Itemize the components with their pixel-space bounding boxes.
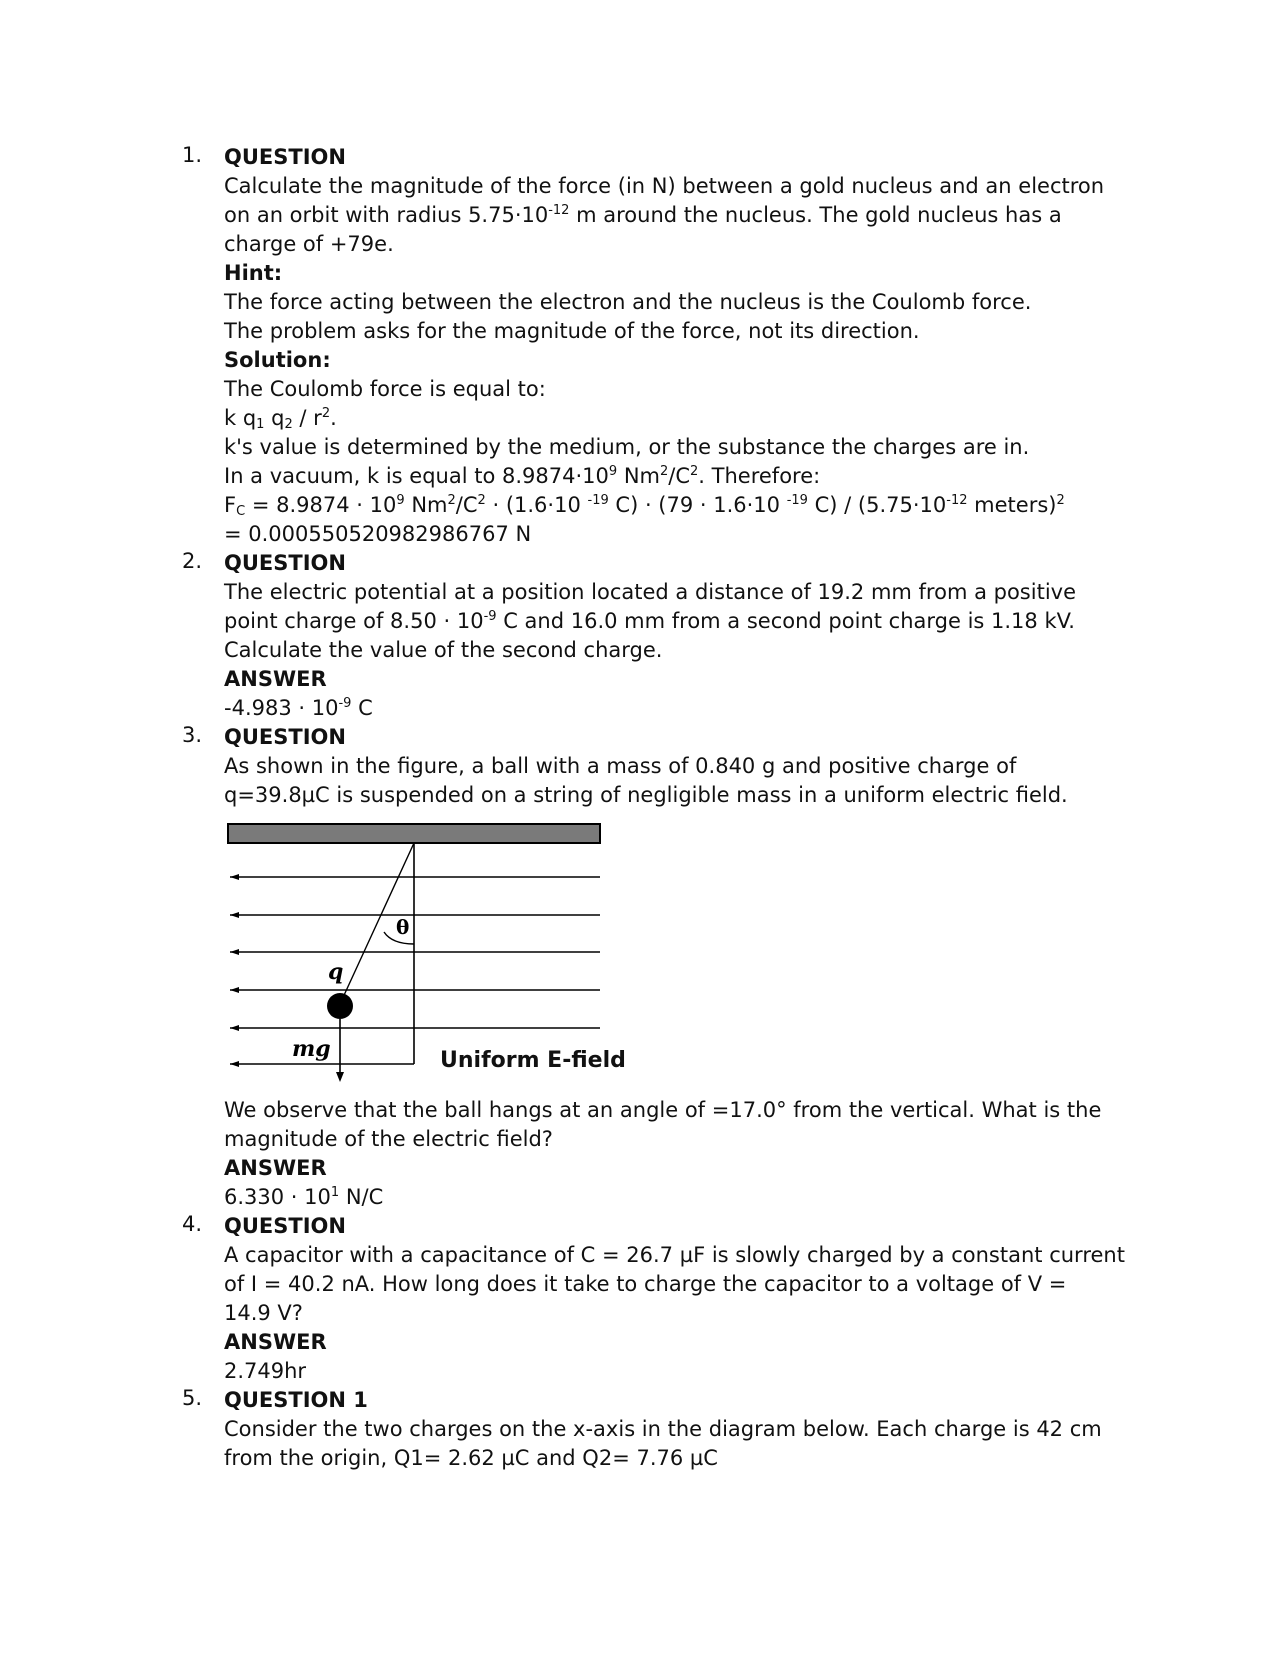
field-arrowheads: [230, 874, 239, 1067]
coulomb-formula: k $q_1$ $q_2 / r^2$.: [224, 406, 337, 432]
question-text: Calculate the value of the second charge.: [224, 638, 663, 662]
solution-text: The Coulomb force is equal to:: [224, 377, 546, 401]
question-1: [182, 143, 1142, 549]
solution-result: = 0.000550520982986767 N: [224, 522, 532, 546]
theta-label: θ: [396, 915, 410, 939]
question-text: from the origin, Q1= 2.62 µC and Q2= 7.76 µC: [224, 1446, 718, 1470]
question-2: [182, 549, 1142, 723]
hint-text: The problem asks for the magnitude of the force, not its direction.: [224, 319, 920, 343]
question-heading: QUESTION: [224, 1214, 346, 1238]
question-text: 14.9 V?: [224, 1301, 303, 1325]
document-body: [182, 143, 1142, 1473]
solution-text: In a vacuum, k is equal to $8.9874\cdot 10^9$ $Nm^2/C^2$. Therefore:: [224, 464, 821, 488]
solution-text: k's value is determined by the medium, or the substance the charges are in.: [224, 435, 1030, 459]
hint-text: The force acting between the electron and the nucleus is the Coulomb force.: [224, 290, 1032, 314]
gravity-arrowhead: [336, 1072, 344, 1082]
field-label: Uniform E-field: [440, 1048, 626, 1073]
question-number: 4.: [182, 1212, 203, 1236]
field-lines: [230, 877, 600, 1064]
answer-label: ANSWER: [224, 1330, 327, 1354]
question-number: 2.: [182, 549, 203, 573]
question-text: Calculate the magnitude of the force (in N) between a gold nucleus and an electron: [224, 174, 1105, 198]
question-heading: QUESTION: [224, 145, 346, 169]
answer-value: $-4.983 \cdot 10^{-9}$ C: [224, 696, 373, 720]
pendulum-figure: [224, 816, 664, 1086]
hint-label: Hint:: [224, 261, 283, 285]
answer-label: ANSWER: [224, 1156, 327, 1180]
answer-value: $6.330 \cdot 10^1$ N/C: [224, 1185, 384, 1209]
question-5: [182, 1386, 1142, 1473]
question-text: q=39.8µC is suspended on a string of negligible mass in a uniform electric field.: [224, 783, 1068, 807]
question-heading: QUESTION: [224, 725, 346, 749]
answer-label: ANSWER: [224, 667, 327, 691]
question-4: [182, 1212, 1142, 1386]
solution-calculation: $F_C = 8.9874 \cdot 10^9$ $Nm^2/C^2 \cdot (1.6\cdot 10$ $^{-19}$ C) · (79 · 1.6·10 $^{-19}$ $C) / (5.75\cdot 10^{-12}$ meters)$^2$: [224, 493, 1065, 519]
question-text: magnitude of the electric field?: [224, 1127, 553, 1151]
question-text: on an orbit with radius $5.75\cdot 10^{-12}$ m around the nucleus. The gold nucleus has a: [224, 203, 1062, 227]
question-text: We observe that the ball hangs at an angle of =17.0° from the vertical. What is the: [224, 1098, 1102, 1122]
charged-ball: [327, 993, 353, 1019]
question-3: [182, 723, 1142, 1212]
question-number: 1.: [182, 143, 203, 167]
question-text: As shown in the figure, a ball with a mass of 0.840 g and positive charge of: [224, 754, 1017, 778]
charge-label: q: [328, 959, 344, 985]
question-heading: QUESTION: [224, 551, 346, 575]
ceiling-bar: [228, 824, 600, 843]
question-heading: QUESTION 1: [224, 1388, 368, 1412]
answer-value: 2.749hr: [224, 1359, 307, 1383]
question-number: 5.: [182, 1386, 203, 1410]
question-text: of I = 40.2 nA. How long does it take to charge the capacitor to a voltage of V =: [224, 1272, 1067, 1296]
question-text: A capacitor with a capacitance of C = 26.7 µF is slowly charged by a constant current: [224, 1243, 1125, 1267]
question-text: point charge of $8.50 \cdot 10^{-9}$ C and 16.0 mm from a second point charge is 1.18 kV.: [224, 609, 1075, 633]
question-number: 3.: [182, 723, 203, 747]
mg-label: mg: [292, 1036, 331, 1062]
question-text: Consider the two charges on the x-axis in the diagram below. Each charge is 42 cm: [224, 1417, 1102, 1441]
question-text: charge of +79e.: [224, 232, 394, 256]
question-text: The electric potential at a position located a distance of 19.2 mm from a positive: [224, 580, 1076, 604]
solution-label: Solution:: [224, 348, 331, 372]
